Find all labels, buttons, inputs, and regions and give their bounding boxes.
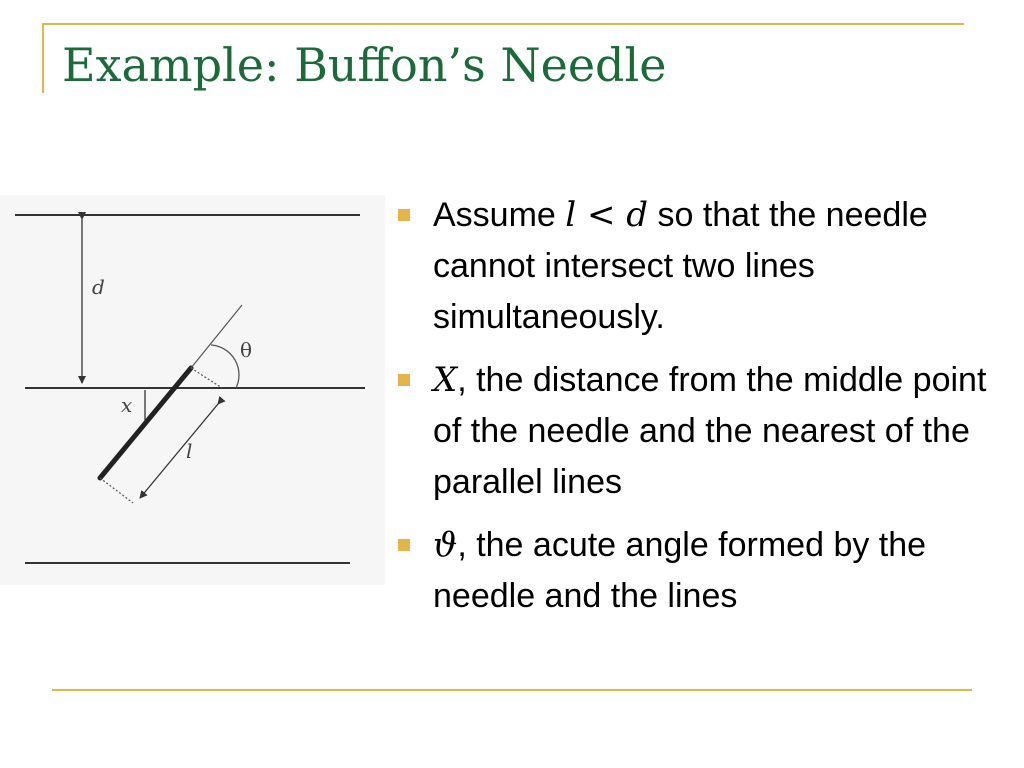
bullet-math: ϑ xyxy=(433,525,458,565)
bullet-square-icon xyxy=(398,374,410,386)
title-top-rule xyxy=(42,23,964,25)
bullet-square-icon xyxy=(398,539,410,551)
needle-diagram-svg xyxy=(0,195,385,585)
buffon-needle-diagram xyxy=(0,195,385,585)
bullet-text-pre: Assume xyxy=(433,196,566,234)
label-d: d xyxy=(92,275,105,299)
label-theta: θ xyxy=(240,338,253,362)
bullet-item xyxy=(396,520,996,622)
label-l: l xyxy=(186,439,193,463)
bullet-math: l < d xyxy=(565,195,649,235)
bullet-list xyxy=(396,190,996,634)
label-x: x xyxy=(121,393,133,417)
bullet-square-icon xyxy=(398,209,410,221)
bullet-item xyxy=(396,355,996,508)
slide-title: Example: Buffon’s Needle xyxy=(62,38,667,92)
bullet-text-post: , the acute angle formed by the needle and the lines xyxy=(433,526,927,615)
diagram-background xyxy=(0,195,385,585)
bullet-text-post: , the distance from the middle point of the needle and the nearest of the parallel lines xyxy=(433,361,987,501)
bullet-text-post: so that the needle cannot intersect two lines simultaneously. xyxy=(433,196,928,336)
bottom-rule xyxy=(52,689,972,691)
bullet-math: X xyxy=(433,360,458,400)
title-left-rule xyxy=(42,23,44,93)
bullet-item xyxy=(396,190,996,343)
